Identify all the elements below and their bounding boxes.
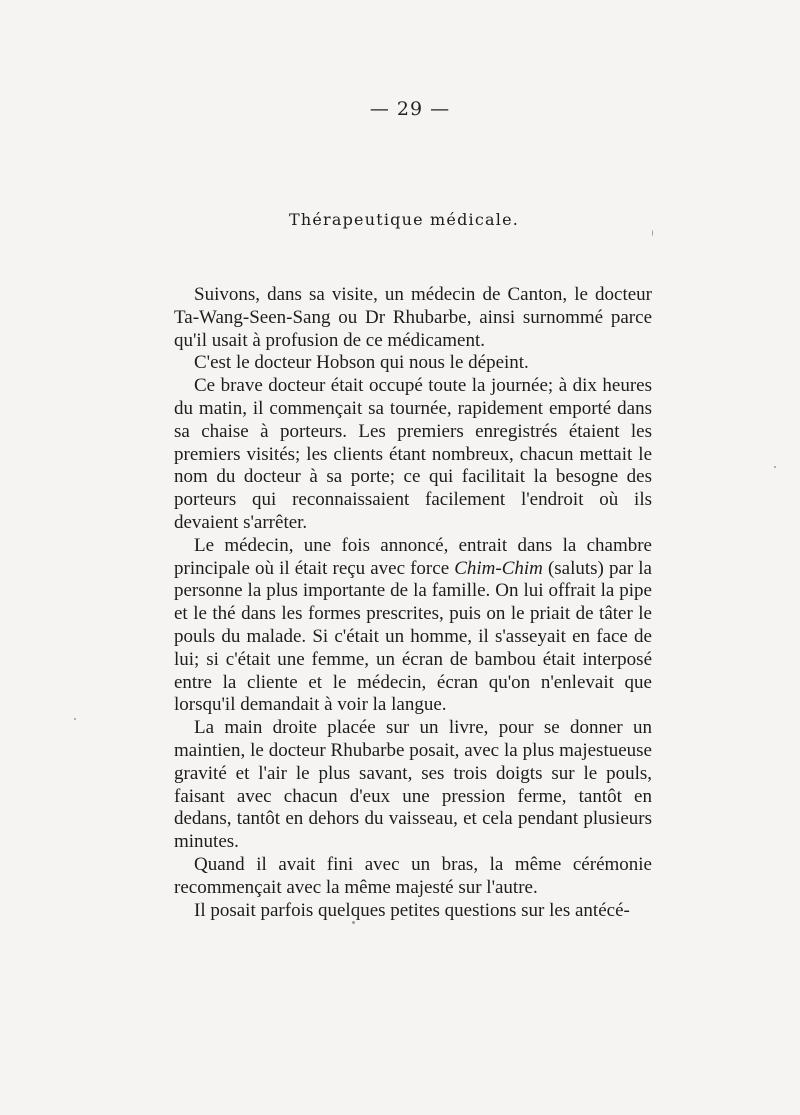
body-text	[174, 284, 652, 922]
paragraph: Suivons, dans sa visite, un médecin de Canton, le docteur Ta-Wang-Seen-Sang ou Dr Rhubarbe, ainsi surnommé parce qu'il usait à profusion de ce médicament.	[174, 284, 652, 351]
paragraph: Quand il avait fini avec un bras, la même cérémonie recommençait avec la même majesté sur l'autre.	[174, 853, 652, 898]
paper-speck	[652, 230, 653, 236]
paper-speck	[352, 921, 355, 924]
paragraph: Il posait parfois quelques petites questions sur les antécé-	[194, 899, 630, 921]
paragraph: La main droite placée sur un livre, pour se donner un maintien, le docteur Rhubarbe posait, avec la plus majestueuse gravité et l'air le plus savant, ses trois doigts sur le pouls, faisant avec chacun d'eux une pression ferme, tantôt en dedans, tantôt en dehors du vaisseau, et cela pendant plusieurs minutes.	[174, 717, 652, 853]
paragraph-text: Le médecin, une fois annoncé, entrait dans la chambre principale où il était reçu avec force	[174, 534, 652, 579]
paragraph	[174, 535, 652, 717]
paragraph-text: (saluts) par la personne la plus importante de la famille. On lui offrait la pipe et le thé dans les formes prescrites, puis on le priait de tâter le pouls du malade. Si c'était un homme, il s'asseyait en face de lui; si c'était une femme, un écran de bambou était interposé entre la cliente et le médecin, écran qu'on n'enlevait que lorsqu'il demandait à voir la langue.	[174, 557, 652, 716]
paragraph: C'est le docteur Hobson qui nous le dépeint.	[194, 352, 529, 374]
paper-speck	[74, 718, 76, 720]
page-number: — 29 —	[369, 98, 451, 120]
paper-speck	[774, 466, 776, 468]
italic-term: Chim-Chim	[454, 557, 543, 579]
section-title: Thérapeutique médicale.	[288, 210, 520, 229]
paragraph: Ce brave docteur était occupé toute la journée; à dix heures du matin, il commençait sa tournée, rapidement emporté dans sa chaise à porteurs. Les premiers enregistrés étaient les premiers visités; les clients étant nombreux, chacun mettait le nom du docteur à sa porte; ce qui facilitait la besogne des porteurs qui reconnaissaient facilement l'endroit où ils devaient s'arrêter.	[174, 375, 652, 533]
